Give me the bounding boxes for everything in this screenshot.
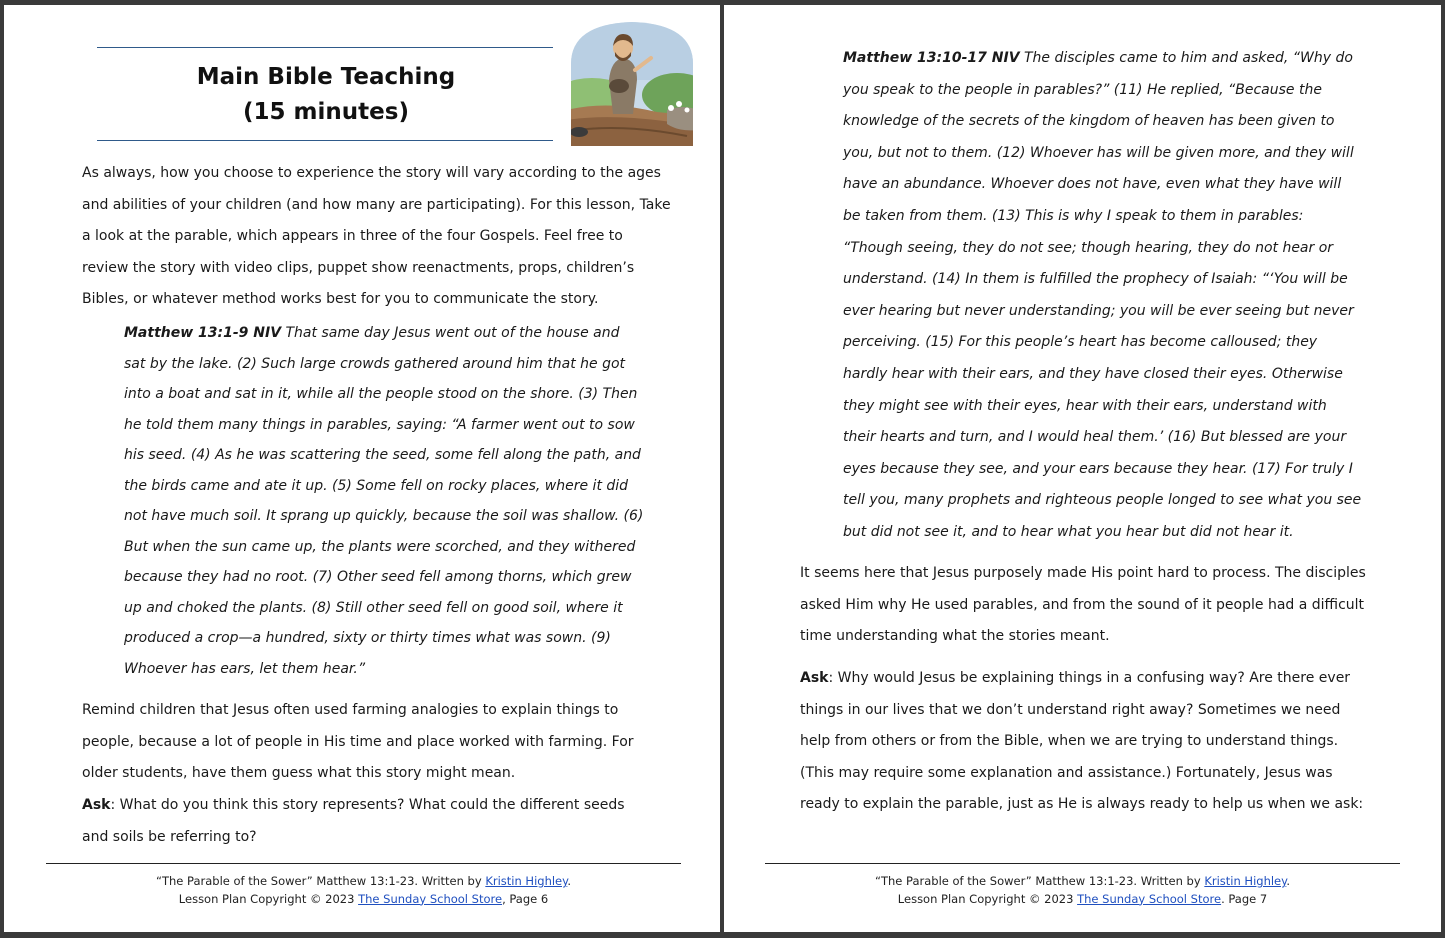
footer-period: . [567,874,571,888]
page-footer [46,873,681,908]
title-bottom-rule [97,140,553,141]
ask-label: Ask [800,670,829,686]
page-footer [765,873,1400,908]
footer-line-1 [765,873,1400,891]
remind-paragraph: Remind children that Jesus often used farming analogies to explain things to people, because a lot of people in His time and place worked with farming. For older students, have them guess what this story might mean. [82,702,634,781]
footer-line-2 [765,891,1400,909]
ask-paragraph [800,663,1370,821]
title-top-rule [97,47,553,48]
footer-credit: “The Parable of the Sower” Matthew 13:1-23. Written by [875,874,1205,888]
store-link[interactable]: The Sunday School Store [358,891,503,906]
page-number: , Page 6 [502,891,549,906]
title-line-1: Main Bible Teaching [196,64,456,90]
store-link[interactable]: The Sunday School Store [1077,891,1222,906]
left-page [4,5,720,932]
scripture-text: The disciples came to him and asked, “Why do you speak to the people in parables?” (11) He replied, “Because the knowledge of the secrets of the kingdom of heaven has been given to you, but not to them. (12) Whoever has will be given more, and they will have an abundance. Whoever does not have, even what they have will be taken from them. (13) This is why I speak to them in parables: “Though seeing, they do not see; though hearing, they do not hear or understand. (14) In them is fulfilled the prophecy of Isaiah: “‘You will be ever hearing but never understanding; you will be ever seeing but never perceiving. (15) For this people’s heart has become calloused; they hardly hear with their ears, and they have closed their eyes. Otherwise they might see with their eyes, hear with their ears, understand with their hearts and turn, and I would heal them.’ (16) But blessed are your eyes because they see, and your ears because they hear. (17) For truly I tell you, many prophets and righteous people longed to see what you see but did not see it, and to hear what you hear but did not hear it. [843,50,1362,540]
title-line-2: (15 minutes) [243,99,409,125]
footer-credit: “The Parable of the Sower” Matthew 13:1-23. Written by [156,874,486,888]
scripture-reference: Matthew 13:10-17 NIV [843,50,1020,66]
right-page [724,5,1441,932]
footer-copyright: Lesson Plan Copyright © 2023 [178,891,359,906]
scripture-reference: Matthew 13:1-9 NIV [124,325,282,341]
page-number: . Page 7 [1221,891,1268,906]
intro-paragraph: As always, how you choose to experience the story will vary according to the ages and abilities of your children (and how many are participating). For this lesson, Take a look at the parable, which appears in three of the four Gospels. Feel free to review the story with video clips, puppet show reenactments, props, children’s Bibles, or whatever method works best for you to communicate the story. [82,165,671,307]
scripture-passage-matthew-13-1-9 [124,318,644,684]
footer-rule [765,863,1400,864]
author-link[interactable]: Kristin Highley [485,874,568,888]
scripture-passage-matthew-13-10-17 [843,43,1363,549]
ask-paragraph [82,790,642,853]
footer-line-2 [46,891,681,909]
footer-copyright: Lesson Plan Copyright © 2023 [897,891,1078,906]
ask-label: Ask [82,797,111,813]
ask-text: : Why would Jesus be explaining things in a confusing way? Are there ever things in our lives that we don’t understand right away? Sometimes we need help from others or from the Bible, when we are trying to understand things. (This may require some explanation and assistance.) Fortunately, Jesus was ready to explain the parable, just as He is always ready to help us when we ask: [800,670,1364,812]
footer-rule [46,863,681,864]
scripture-text: That same day Jesus went out of the house and sat by the lake. (2) Such large crowds gathered around him that he got into a boat and sat in it, while all the people stood on the shore. (3) Then he told them many things in parables, saying: “A farmer went out to sow his seed. (4) As he was scattering the seed, some fell along the path, and the birds came and ate it up. (5) Some fell on rocky places, where it did not have much soil. It sprang up quickly, because the soil was shallow. (6) But when the sun came up, the plants were scorched, and they withered because they had no root. (7) Other seed fell among thorns, which grew up and choked the plants. (8) Still other seed fell on good soil, where it produced a crop—a hundred, sixty or thirty times what was sown. (9) Whoever has ears, let them hear.” [124,325,644,677]
footer-line-1 [46,873,681,891]
explain-paragraph: It seems here that Jesus purposely made His point hard to process. The disciples asked Him why He used parables, and from the sound of it people had a difficult time understanding what the stories meant. [800,565,1366,644]
ask-text: : What do you think this story represents? What could the different seeds and soils be referring to? [82,797,625,845]
page-title [96,60,556,130]
footer-period: . [1286,874,1290,888]
sower-illustration [567,20,697,146]
author-link[interactable]: Kristin Highley [1204,874,1287,888]
